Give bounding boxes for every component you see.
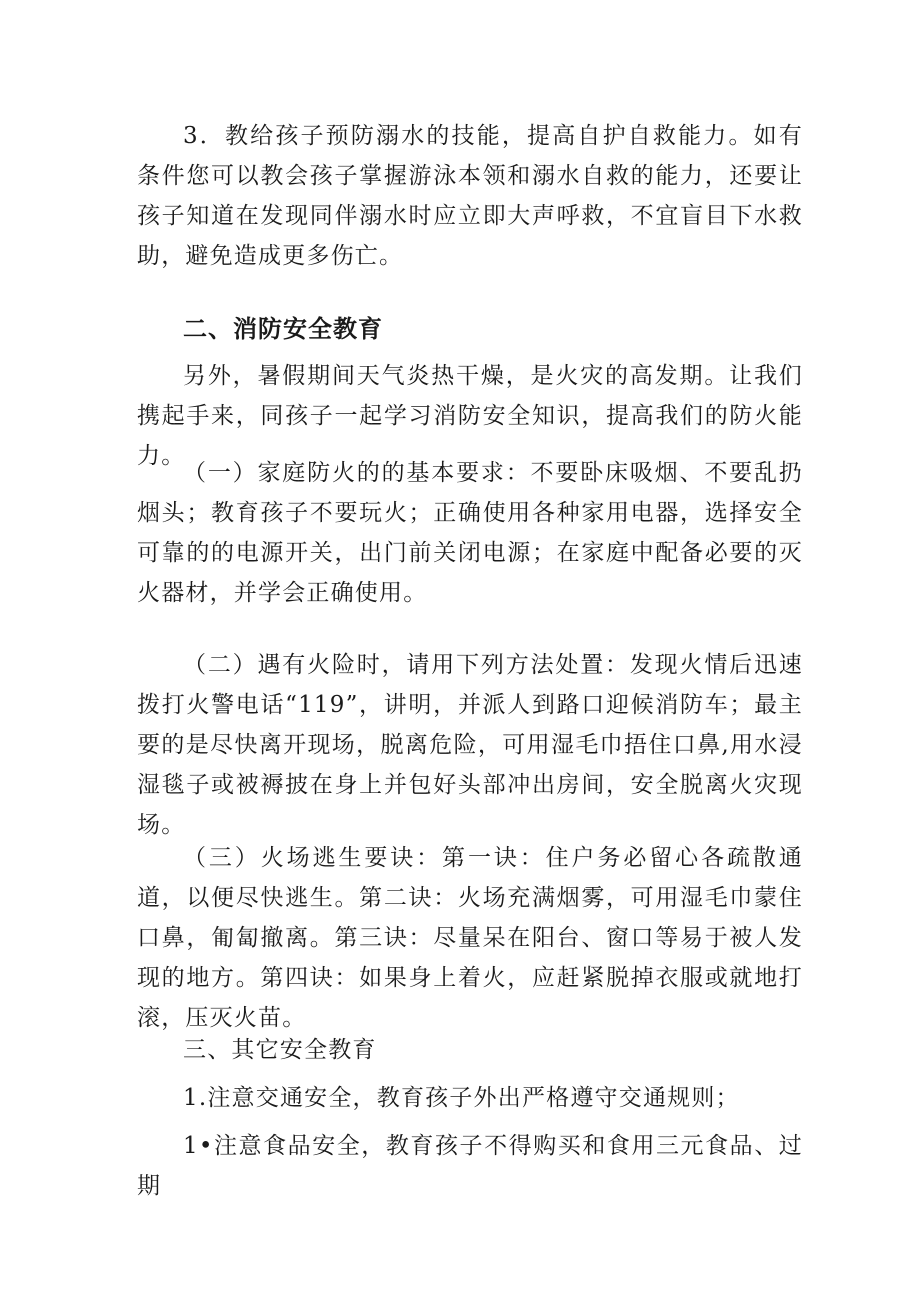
- paragraph-fire-emergency: （二）遇有火险时，请用下列方法处置：发现火情后迅速拨打火警电话“119”，讲明，并派人到路口迎候消防车；最主要的是尽快离开现场，脱离危险，可用湿毛巾捂住口鼻,用水浸湿毯子或被褥披在身上并包好头部冲出房间，安全脱离火灾现场。: [137, 652, 803, 838]
- paragraph-drowning-skills: 3．教给孩子预防溺水的技能，提高自护自救能力。如有条件您可以教会孩子掌握游泳本领和溺水自救的能力，还要让孩子知道在发现同伴溺水时应立即大声呼救，不宜盲目下水救助，避免造成更多伤亡。: [137, 123, 803, 269]
- paragraph-fire-escape-tips: （三）火场逃生要诀：第一诀：住户务必留心各疏散通道，以便尽快逃生。第二诀：火场充满烟雾，可用湿毛巾蒙住口鼻，匍匐撤离。第三诀：尽量呆在阳台、窗口等易于被人发现的地方。第四诀：如果身上着火，应赶紧脱掉衣服或就地打滚，压灭火苗。: [137, 845, 803, 1031]
- section-heading-fire-safety: 二、消防安全教育: [183, 315, 383, 343]
- paragraph-fire-intro: 另外，暑假期间天气炎热干燥，是火灾的高发期。让我们携起手来，同孩子一起学习消防安全知识，提高我们的防火能力。: [137, 363, 803, 469]
- paragraph-home-fire-prevention: （一）家庭防火的的基本要求：不要卧床吸烟、不要乱扔烟头；教育孩子不要玩火；正确使用各种家用电器，选择安全可靠的的电源开关，出门前关闭电源；在家庭中配备必要的灭火器材，并学会正确使用。: [137, 460, 803, 606]
- paragraph-traffic-safety: 1.注意交通安全，教育孩子外出严格遵守交通规则；: [183, 1085, 740, 1111]
- paragraph-food-safety: 1•注意食品安全，教育孩子不得购买和食用三元食品、过期: [137, 1133, 803, 1199]
- section-heading-other-safety: 三、其它安全教育: [183, 1037, 377, 1063]
